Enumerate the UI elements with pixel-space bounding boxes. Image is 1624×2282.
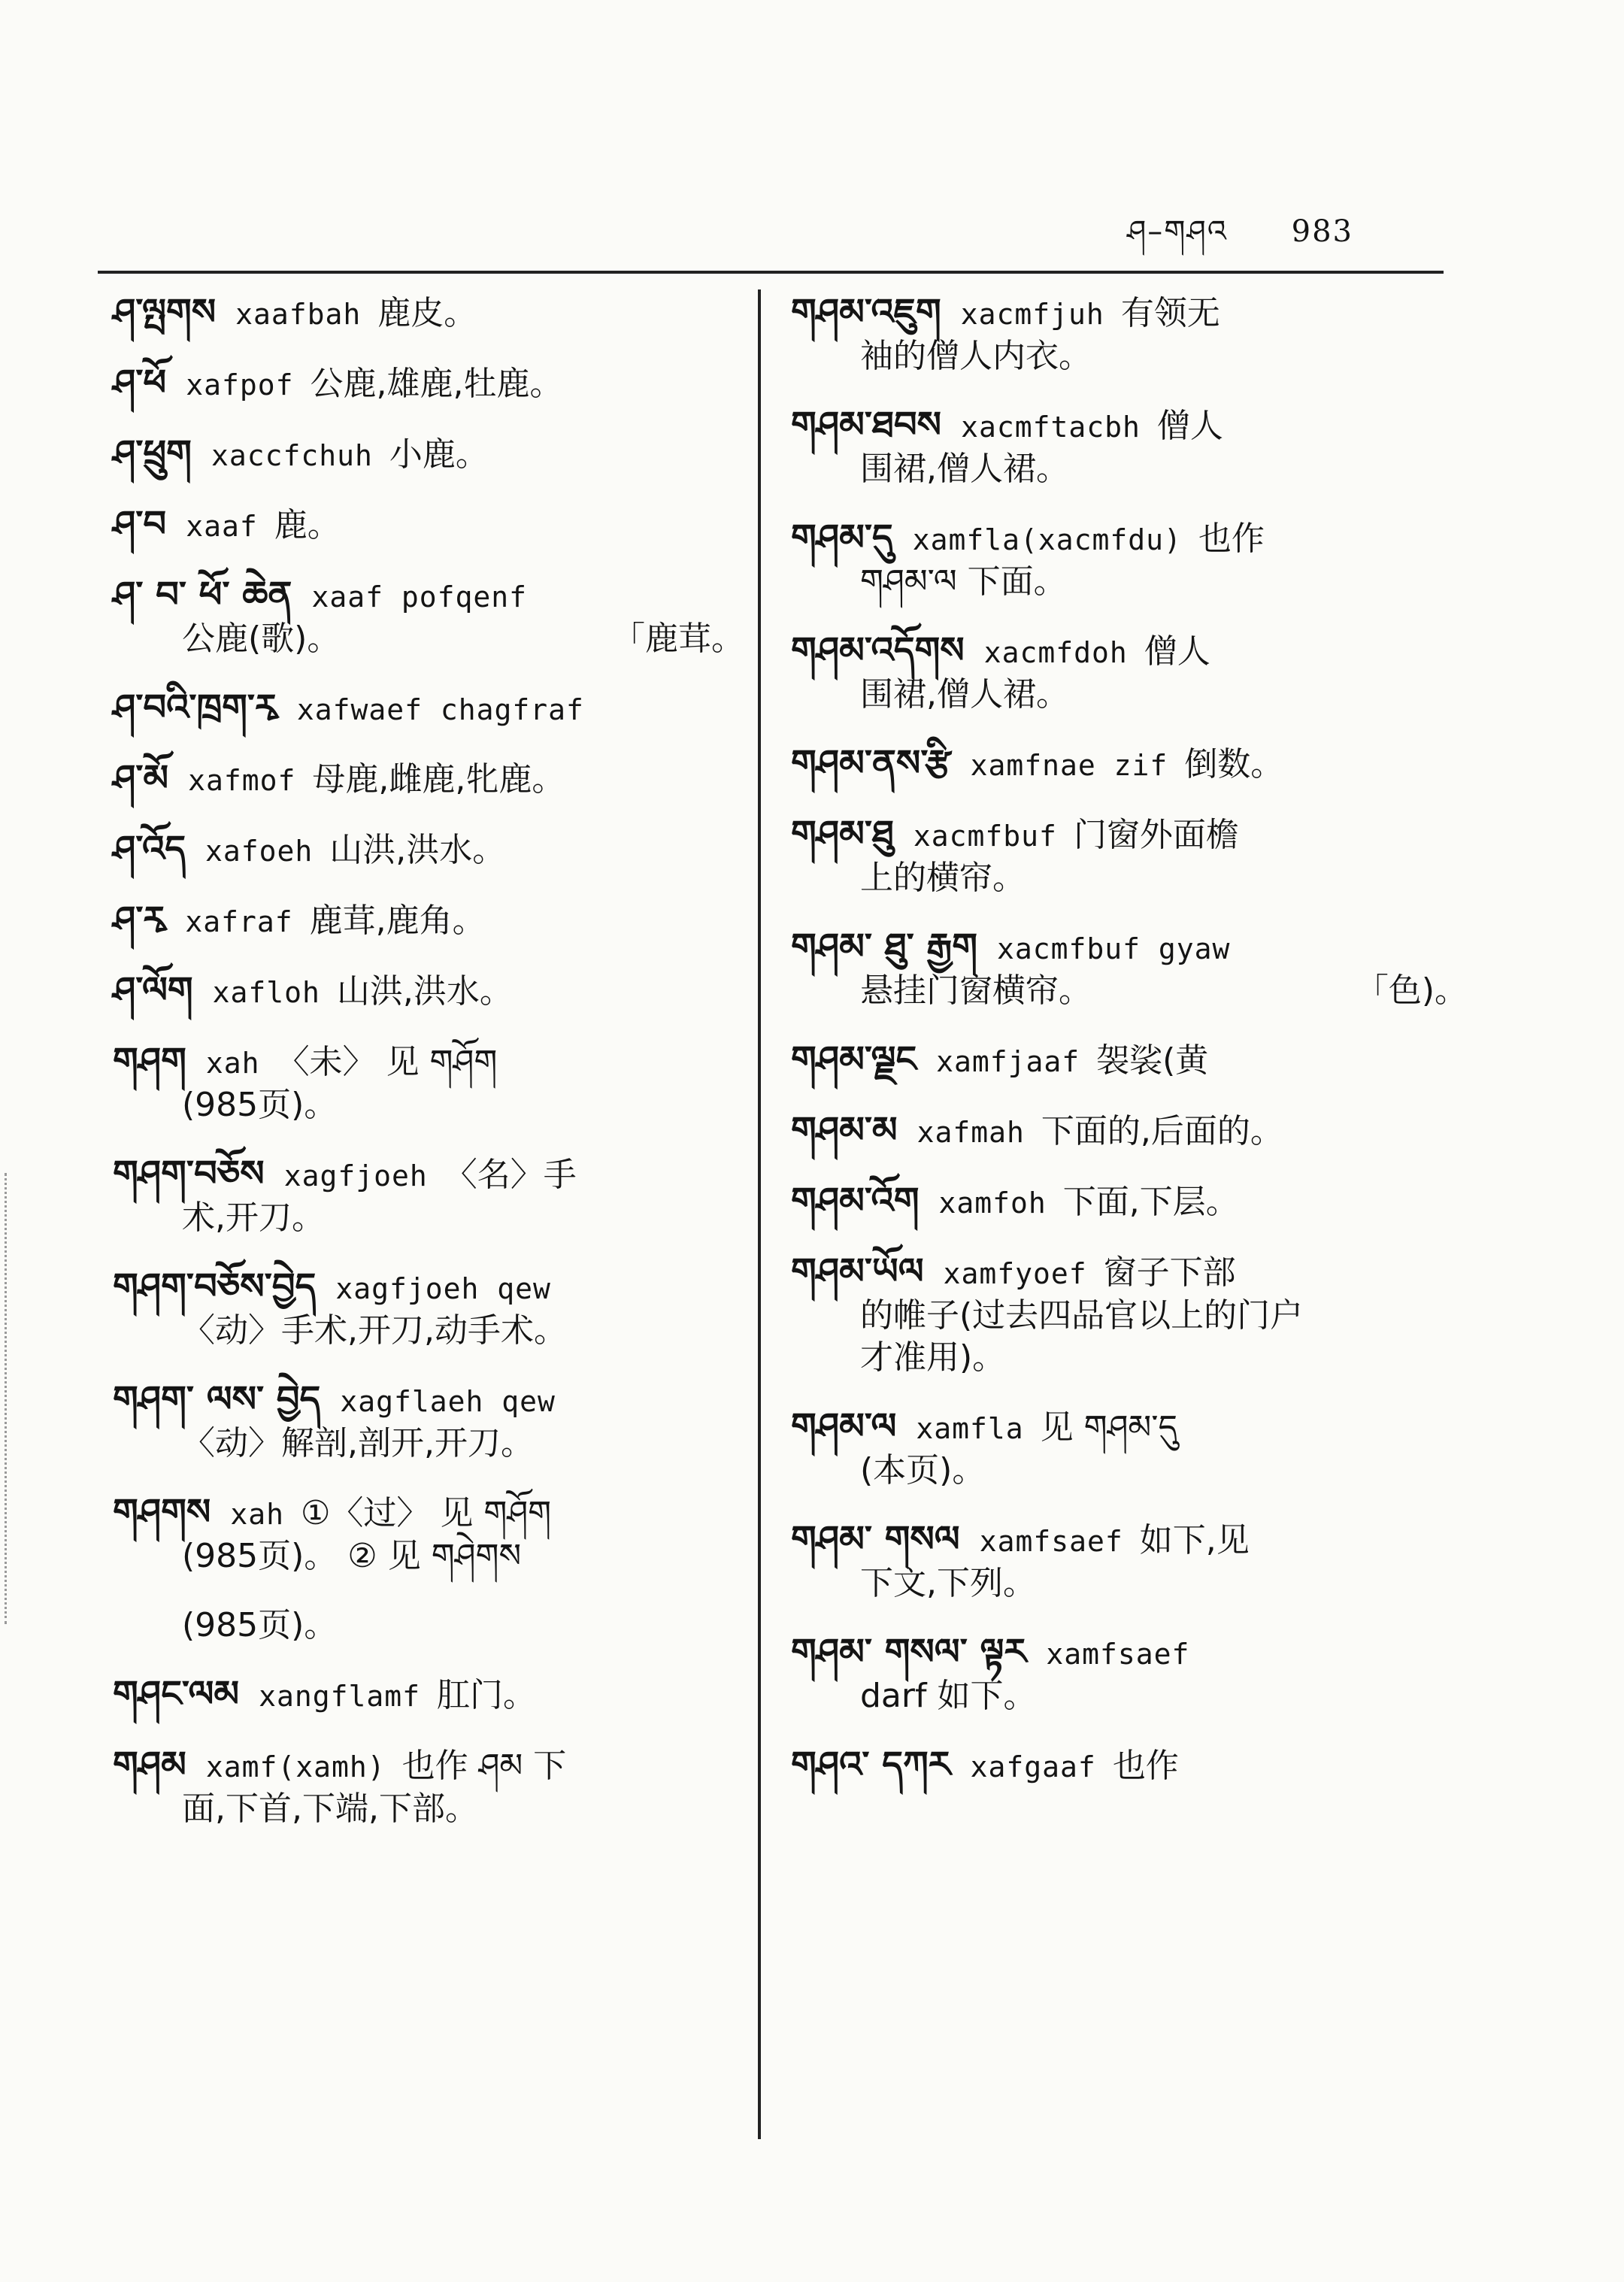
dictionary-entry — [113, 292, 744, 335]
dictionary-entry — [791, 1519, 1468, 1605]
entry-continuation — [113, 1605, 744, 1647]
entry-headword: གཤམ་འོག — [791, 1180, 920, 1222]
right-column — [791, 292, 1468, 1815]
entry-continuation — [791, 857, 1468, 899]
entry-transliteration: xagflaeh qew — [340, 1385, 556, 1418]
entry-line — [113, 433, 744, 477]
entry-transliteration: xamfla(xacmfdu) — [912, 523, 1182, 556]
entry-headword: ཤ་ལྤགས — [113, 291, 217, 333]
entry-definition: 鹿皮。 — [377, 294, 477, 332]
entry-continuation — [791, 1450, 1468, 1492]
entry-definition-cont: 〈动〉手术,开刀,动手术。 — [182, 1311, 567, 1350]
dictionary-entry — [113, 970, 744, 1014]
entry-definition: 母鹿,雌鹿,牝鹿。 — [312, 760, 565, 799]
entry-transliteration: xacmftacbh — [961, 411, 1141, 444]
entry-headword: ཤ་བ — [113, 503, 167, 545]
entry-transliteration: xamfoh — [938, 1186, 1047, 1220]
entry-transliteration: xamfjaaf — [936, 1045, 1080, 1078]
entry-definition-cont: (985页)。 ② 见 གཤེགས — [182, 1537, 522, 1575]
dictionary-entry — [113, 504, 744, 547]
entry-transliteration: xamfsaef — [1046, 1638, 1190, 1671]
entry-headword: གཤམ — [113, 1744, 186, 1786]
entry-definition-cont: darf 如下。 — [860, 1677, 1037, 1715]
entry-definition: 门窗外面檐 — [1073, 816, 1239, 854]
entry-trailing-note: 「鹿茸。 — [612, 620, 744, 658]
entry-definition: 下面,下层。 — [1062, 1183, 1239, 1221]
entry-line — [791, 517, 1468, 561]
entry-line — [791, 292, 1468, 335]
entry-continuation — [113, 1310, 744, 1352]
entry-line — [791, 1180, 1468, 1224]
entry-definition-cont: 围裙,僧人裙。 — [860, 450, 1069, 488]
entry-headword: ཤ་བའི་ཁྲག་རྭ — [113, 686, 277, 729]
dictionary-entry — [113, 1744, 744, 1830]
entry-headword: གཤམ་ ཐུ་ རྒྱག — [791, 926, 977, 968]
dictionary-entry — [113, 1041, 744, 1126]
entry-headword: ཤ་རྭ — [113, 899, 166, 941]
entry-definition: 下面的,后面的。 — [1041, 1112, 1283, 1150]
entry-line — [113, 504, 744, 547]
entry-definition: 小鹿。 — [389, 435, 489, 474]
entry-transliteration: xamf(xamh) — [205, 1750, 386, 1783]
entry-line — [791, 1632, 1468, 1675]
entry-continuation — [791, 1337, 1468, 1379]
entry-definition: 如下,见 — [1139, 1521, 1250, 1559]
entry-continuation — [791, 448, 1468, 490]
entry-line — [791, 1406, 1468, 1450]
entry-continuation — [791, 674, 1468, 716]
entry-transliteration: xagfjoeh — [283, 1159, 428, 1193]
header-range: ཤ–གཤའ — [1127, 214, 1228, 249]
entry-continuation — [113, 1423, 744, 1465]
left-column — [113, 292, 744, 1857]
entry-definition-cont: 的帷子(过去四品官以上的门户 — [860, 1296, 1304, 1335]
entry-transliteration: xangflamf — [259, 1680, 420, 1713]
dictionary-entry — [113, 433, 744, 477]
entry-trailing-note: 「色)。 — [1355, 971, 1468, 1010]
entry-transliteration: xamfnae zif — [970, 749, 1168, 782]
entry-definition: 僧人 — [1144, 632, 1210, 671]
entry-headword: གཤམ་ གསལ་ ལྟར — [791, 1631, 1027, 1673]
entry-definition-cont: 悬挂门窗横帘。 — [860, 971, 1092, 1010]
entry-definition: 鹿茸,鹿角。 — [309, 902, 486, 940]
entry-headword: གཤམ་ གསལ — [791, 1518, 960, 1560]
dictionary-entry — [791, 1251, 1468, 1379]
entry-continuation — [791, 561, 1468, 603]
dictionary-entry — [791, 630, 1468, 716]
entry-line — [791, 1519, 1468, 1562]
entry-headword: གཤམ་མ — [791, 1109, 898, 1151]
entry-definition-cont: 面,下首,下端,下部。 — [182, 1790, 478, 1828]
entry-headword: གཤག — [113, 1040, 186, 1082]
entry-line — [113, 829, 744, 872]
entry-line — [791, 630, 1468, 674]
entry-line — [113, 758, 744, 802]
dictionary-entry — [113, 829, 744, 872]
entry-line — [791, 1251, 1468, 1295]
dictionary-entry — [113, 1605, 744, 1647]
entry-continuation — [113, 1788, 744, 1830]
entry-line — [791, 405, 1468, 448]
entry-transliteration: xagfjoeh qew — [335, 1272, 551, 1305]
dictionary-entry — [791, 405, 1468, 490]
entry-definition-cont: 袖的僧人内衣。 — [860, 337, 1092, 375]
entry-transliteration: xaaf — [186, 510, 258, 543]
dictionary-entry — [113, 574, 744, 660]
column-separator — [758, 289, 761, 2139]
entry-headword: གཤམ་དུ — [791, 517, 893, 559]
entry-definition-cont: 下文,下列。 — [860, 1564, 1036, 1602]
dictionary-entry — [791, 292, 1468, 377]
entry-transliteration: xacmfdoh — [983, 636, 1128, 669]
entry-transliteration: xafraf — [185, 905, 293, 938]
entry-headword: གཤག་བཅོས — [113, 1153, 265, 1195]
dictionary-entry — [791, 743, 1468, 786]
entry-transliteration: xafloh — [212, 976, 320, 1009]
entry-line — [113, 1744, 744, 1788]
entry-definition-cont: 〈动〉解剖,剖开,开刀。 — [182, 1424, 534, 1462]
entry-definition-cont: (985页)。 — [182, 1086, 338, 1124]
entry-definition: 也作 — [1198, 520, 1265, 558]
entry-continuation — [791, 1562, 1468, 1605]
entry-continuation — [791, 970, 1468, 1012]
entry-headword: གཤམ་ནས་རྩི — [791, 742, 951, 784]
entry-line — [791, 1744, 1468, 1788]
margin-dots — [5, 1173, 11, 1624]
dictionary-entry — [113, 362, 744, 406]
dictionary-entry — [113, 1492, 744, 1577]
header-rule — [98, 271, 1444, 274]
entry-headword: ཤ་ཕོ — [113, 362, 167, 404]
entry-definition-cont: 围裙,僧人裙。 — [860, 675, 1069, 714]
entry-headword: ཤ་འོད — [113, 828, 186, 870]
entry-headword: ཤ་ བ་ ཕོ་ ཆེན — [113, 574, 292, 616]
entry-continuation — [791, 335, 1468, 377]
dictionary-entry — [791, 1406, 1468, 1492]
entry-line — [113, 292, 744, 335]
entry-transliteration: xafpof — [186, 368, 294, 402]
entry-transliteration: xacmfbuf gyaw — [996, 932, 1231, 965]
entry-line — [113, 1266, 744, 1310]
entry-transliteration: xah — [230, 1498, 284, 1531]
entry-headword: གཤམ་ཡོལ — [791, 1250, 924, 1293]
dictionary-entry — [113, 1674, 744, 1717]
entry-transliteration: xamfyoef — [943, 1257, 1087, 1290]
entry-line — [791, 814, 1468, 857]
entry-transliteration: xafoeh — [205, 835, 314, 868]
entry-definition-cont: (985页)。 — [182, 1606, 338, 1644]
entry-transliteration: xaafbah — [235, 298, 362, 331]
entry-line — [791, 1110, 1468, 1153]
entry-headword: ཤ་ཕྲུག — [113, 432, 192, 474]
entry-headword: གཤའ་ དཀར — [791, 1744, 951, 1786]
entry-transliteration: xafwaef chagfraf — [296, 693, 584, 726]
entry-transliteration: xamfla — [916, 1412, 1024, 1445]
entry-line — [113, 362, 744, 406]
entry-transliteration: xacmfjuh — [960, 298, 1104, 331]
entry-definition: 山洪,洪水。 — [329, 831, 506, 869]
entry-headword: གཤམ་ལ — [791, 1405, 897, 1447]
entry-line — [113, 1379, 744, 1423]
entry-line — [791, 743, 1468, 786]
dictionary-entry — [791, 1110, 1468, 1153]
dictionary-entry — [113, 1379, 744, 1465]
page-header — [1127, 197, 1353, 282]
entry-line — [113, 574, 744, 618]
dictionary-entry — [791, 517, 1468, 603]
entry-headword: གཤག་ ལས་ བྱེད — [113, 1378, 321, 1420]
entry-definition: 也作 — [1112, 1747, 1179, 1785]
dictionary-entry — [113, 758, 744, 802]
entry-headword: གཤང་ལམ — [113, 1673, 240, 1715]
entry-line — [113, 1492, 744, 1535]
entry-transliteration: xaaf pofqenf — [311, 580, 527, 614]
entry-definition: 山洪,洪水。 — [336, 972, 513, 1011]
entry-definition: 〈名〉手 — [444, 1156, 577, 1194]
entry-continuation — [791, 1295, 1468, 1337]
entry-headword: ཤ་མོ — [113, 757, 169, 799]
dictionary-entry — [113, 899, 744, 943]
entry-continuation — [113, 1197, 744, 1239]
entry-continuation — [791, 1675, 1468, 1717]
entry-definition: 窗子下部 — [1103, 1253, 1236, 1292]
entry-line — [113, 970, 744, 1014]
dictionary-entry — [791, 1744, 1468, 1788]
entry-headword: གཤག་བཅོས་བྱེད — [113, 1265, 317, 1308]
entry-continuation — [113, 1084, 744, 1126]
dictionary-entry — [113, 1266, 744, 1352]
entry-definition: 鹿。 — [274, 506, 341, 544]
entry-definition-cont: 上的横帘。 — [860, 859, 1026, 897]
dictionary-entry — [791, 1039, 1468, 1083]
entry-headword: གཤམ་འདོགས — [791, 629, 965, 671]
entry-headword: གཤམ་འཇུག — [791, 291, 941, 333]
entry-definition: 肛门。 — [436, 1676, 536, 1714]
entry-headword: གཤམ་ཐབས — [791, 404, 942, 446]
entry-line — [113, 899, 744, 943]
entry-line — [791, 1039, 1468, 1083]
entry-definition-cont: (本页)。 — [860, 1451, 986, 1490]
entry-line — [791, 926, 1468, 970]
entry-definition: 倒数。 — [1184, 745, 1284, 783]
page-number: 983 — [1291, 214, 1353, 249]
entry-transliteration: xacmfbuf — [913, 820, 1057, 853]
dictionary-entry — [791, 1180, 1468, 1224]
entry-transliteration: xah — [205, 1047, 260, 1080]
entry-definition: 僧人 — [1156, 407, 1223, 445]
dictionary-entry — [791, 814, 1468, 899]
entry-definition: ①〈过〉 见 གཤོག — [300, 1494, 552, 1532]
dictionary-entry — [113, 1153, 744, 1239]
entry-transliteration: xamfsaef — [979, 1525, 1123, 1558]
entry-line — [113, 1674, 744, 1717]
entry-transliteration: xafmah — [917, 1116, 1025, 1149]
entry-line — [113, 687, 744, 731]
entry-definition: 〈未〉 见 གཤོག — [276, 1043, 498, 1081]
entry-headword: གཤགས — [113, 1491, 211, 1533]
entry-continuation — [113, 618, 744, 660]
entry-transliteration: xaccfchuh — [211, 439, 373, 472]
entry-definition: 有领无 — [1120, 294, 1220, 332]
entry-headword: གཤམ་ལྗང — [791, 1038, 917, 1080]
entry-definition: 袈裟(黄 — [1096, 1041, 1209, 1080]
entry-definition: 见 གཤམ་དུ — [1040, 1408, 1178, 1447]
entry-line — [113, 1153, 744, 1197]
entry-definition: 公鹿,雄鹿,牡鹿。 — [310, 365, 563, 403]
dictionary-entry — [113, 687, 744, 731]
dictionary-entry — [791, 1632, 1468, 1717]
entry-transliteration: xafgaaf — [970, 1750, 1096, 1783]
entry-line — [113, 1041, 744, 1084]
entry-definition-cont: གཤམ་ལ 下面。 — [860, 562, 1067, 601]
entry-headword: གཤམ་ཐུ — [791, 813, 894, 855]
entry-continuation — [113, 1535, 744, 1577]
entry-definition: 也作 ཤམ 下 — [401, 1747, 567, 1785]
entry-definition-cont: 才准用)。 — [860, 1338, 1006, 1377]
entry-headword: ཤ་ལོག — [113, 969, 193, 1011]
entry-definition-cont: 公鹿(歌)。 — [182, 620, 341, 658]
entry-transliteration: xafmof — [188, 764, 296, 797]
dictionary-entry — [791, 926, 1468, 1012]
entry-definition-cont: 术,开刀。 — [182, 1199, 325, 1237]
